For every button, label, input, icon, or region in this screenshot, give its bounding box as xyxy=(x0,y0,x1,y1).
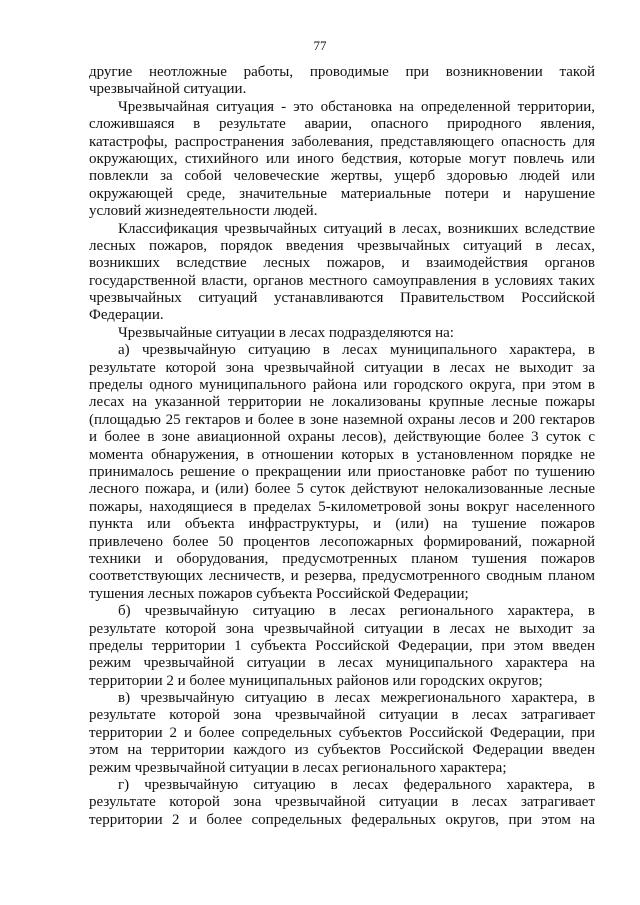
text-line: Чрезвычайные ситуации в лесах подразделяются на: xyxy=(118,324,454,341)
text-line: а) чрезвычайную ситуацию в лесах муниципального характера, в xyxy=(118,342,595,359)
text-line: этом на территории каждого из субъектов Российской Федерации введен xyxy=(89,742,595,759)
text-line: результате которой зона чрезвычайной ситуации в лесах не выходит за xyxy=(89,359,595,376)
page-number: 77 xyxy=(313,38,327,53)
paragraph xyxy=(89,99,595,221)
text-line: чрезвычайной ситуации. xyxy=(89,81,247,98)
text-line: условий жизнедеятельности людей. xyxy=(89,203,318,220)
paragraph xyxy=(89,221,595,325)
text-line: территории 2 и более сопредельных федеральных округов, при этом на xyxy=(89,811,595,828)
text-line: катастрофы, распространения заболевания, представляющего опасность для xyxy=(89,133,595,150)
paragraph xyxy=(89,777,595,829)
text-line: (площадью 25 гектаров и более в зоне наземной охраны лесов и 200 гектаров xyxy=(89,411,595,428)
text-line: возникших вследствие лесных пожаров, и взаимодействия органов xyxy=(89,255,595,272)
text-line: Федерации. xyxy=(89,307,164,324)
text-line: лесных пожаров, порядок введения чрезвычайных ситуаций в лесах, xyxy=(89,237,595,254)
text-line: момента обнаружения, в отношении которых в установленном порядке не xyxy=(89,446,595,463)
paragraph xyxy=(89,603,595,690)
text-line: результате которой зона чрезвычайной ситуации в лесах не выходит за xyxy=(89,620,595,637)
text-line: и более в зоне авиационной охраны лесов), действующие более 3 суток с xyxy=(89,429,595,446)
text-line: сложившаяся в результате аварии, опасного природного явления, xyxy=(89,116,595,133)
text-line: результате которой зона чрезвычайной ситуации в лесах затрагивает xyxy=(89,707,595,724)
text-line: территории 2 и более муниципальных районов или городских округов; xyxy=(89,672,543,689)
text-line: чрезвычайных ситуаций устанавливаются Правительством Российской xyxy=(89,290,595,307)
text-line: другие неотложные работы, проводимые при возникновении такой xyxy=(89,64,595,80)
text-line: пожары, находящиеся в пределах 5-километровой зоны вокруг населенного xyxy=(89,498,595,515)
text-line: принималось решение о прекращении или приостановке работ по тушению xyxy=(89,463,595,480)
text-line: лесного пожара, и (или) более 5 суток действуют нелокализованные лесные xyxy=(89,481,595,498)
text-line: Классификация чрезвычайных ситуаций в лесах, возникших вследствие xyxy=(118,220,595,237)
text-line: государственной власти, органов местного самоуправления в условиях таких xyxy=(89,272,595,289)
text-line: режим чрезвычайной ситуации в лесах регионального характера; xyxy=(89,759,507,776)
text-line: повлекли за собой человеческие жертвы, ущерб здоровью людей или xyxy=(89,168,595,185)
text-line: лесах на указанной территории не локализованы крупные лесные пожары xyxy=(89,394,595,411)
text-line: окружающей среде, значительные материальные потери и нарушение xyxy=(89,185,595,202)
text-line: окружающих, стихийного или иного бедствия, которые могут повлечь или xyxy=(89,150,595,167)
text-line: привлечено более 50 процентов лесопожарных формирований, пожарной xyxy=(89,533,595,550)
paragraph xyxy=(89,342,595,603)
text-line: в) чрезвычайную ситуацию в лесах межрегионального характера, в xyxy=(118,690,595,707)
text-line: пределы территории 1 субъекта Российской Федерации, при этом введен xyxy=(89,637,595,654)
text-line: техники и оборудования, предусмотренных планом тушения пожаров xyxy=(89,550,595,567)
text-line: пункта или объекта инфраструктуры, и (или) на тушение пожаров xyxy=(89,516,595,533)
paragraph xyxy=(89,64,595,99)
paragraph xyxy=(89,690,595,777)
text-line: б) чрезвычайную ситуацию в лесах регионального характера, в xyxy=(118,603,595,620)
document-body xyxy=(89,64,595,829)
paragraph xyxy=(89,325,595,342)
text-line: Чрезвычайная ситуация - это обстановка на определенной территории, xyxy=(118,98,595,115)
text-line: режим чрезвычайной ситуации в лесах муниципального характера на xyxy=(89,655,595,672)
text-line: пределы одного муниципального района или городского округа, при этом в xyxy=(89,377,595,394)
text-line: результате которой зона чрезвычайной ситуации в лесах затрагивает xyxy=(89,794,595,811)
text-line: г) чрезвычайную ситуацию в лесах федерального характера, в xyxy=(118,777,595,794)
text-line: тушения лесных пожаров субъекта Российской Федерации; xyxy=(89,585,469,602)
text-line: соответствующих лесничеств, и резерва, предусмотренного сводным планом xyxy=(89,568,595,585)
text-line: территории 2 и более сопредельных субъектов Российской Федерации, при xyxy=(89,724,595,741)
